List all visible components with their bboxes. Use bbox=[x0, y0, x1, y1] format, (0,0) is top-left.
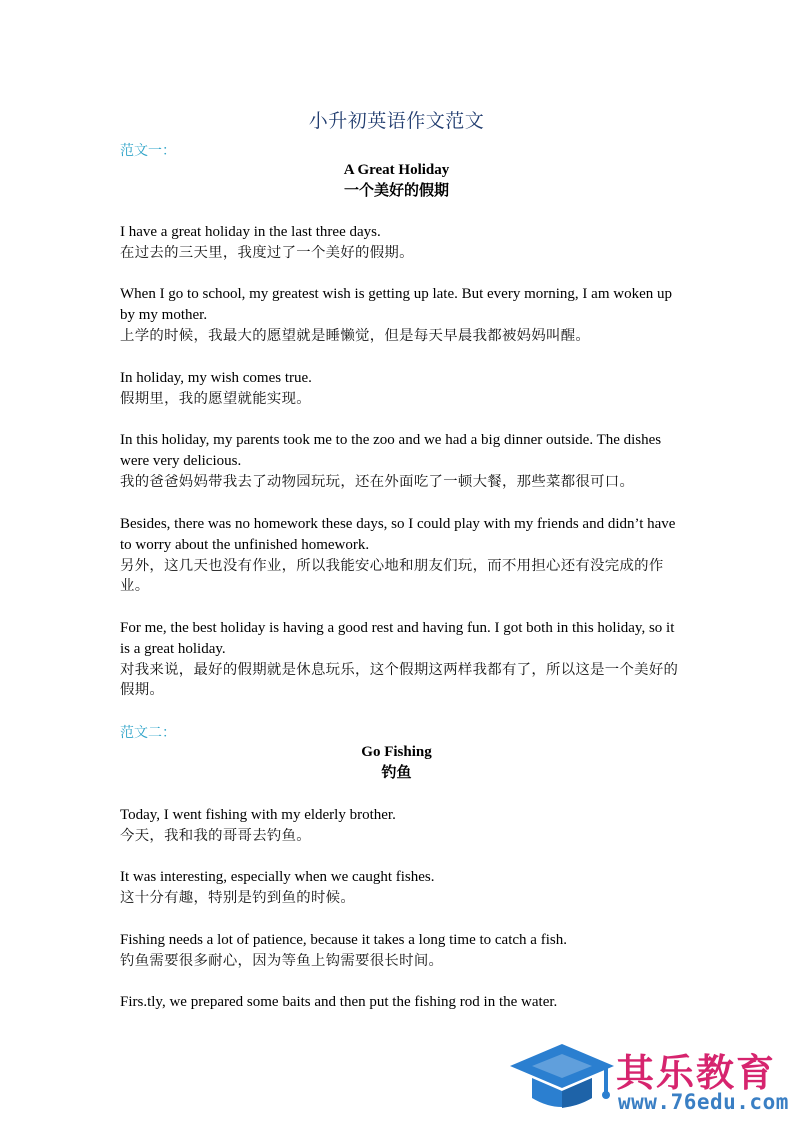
brand-url: www.76edu.com bbox=[618, 1090, 789, 1114]
essay2-paragraph bbox=[120, 805, 680, 847]
paragraph-en: Today, I went fishing with my elderly brother. bbox=[120, 807, 396, 823]
essay2-title-en: Go Fishing bbox=[361, 744, 432, 760]
essay1-paragraph bbox=[120, 514, 680, 597]
paragraph-zh: 这十分有趣，特别是钓到鱼的时候。 bbox=[120, 889, 356, 906]
paragraph-en: When I go to school, my greatest wish is getting up late. But every morning, I am woken up by my mother. bbox=[120, 286, 672, 323]
essay1-title-zh: 一个美好的假期 bbox=[343, 181, 449, 199]
paragraph-zh: 假期里，我的愿望就能实现。 bbox=[120, 390, 311, 407]
paragraph-zh: 我的爸爸妈妈带我去了动物园玩玩，还在外面吃了一顿大餐，那些菜都很可口。 bbox=[120, 473, 635, 490]
page-title: 小升初英语作文范文 bbox=[308, 110, 485, 132]
paragraph-en: In holiday, my wish comes true. bbox=[120, 370, 312, 386]
paragraph-en: It was interesting, especially when we caught fishes. bbox=[120, 869, 435, 885]
paragraph-en: Besides, there was no homework these days, so I could play with my friends and didn’t have to worry about the unfinished homework. bbox=[120, 516, 676, 553]
brand-logo bbox=[508, 1040, 788, 1116]
paragraph-en: Fishing needs a lot of patience, because it takes a long time to catch a fish. bbox=[120, 932, 567, 948]
paragraph-zh: 钓鱼需要很多耐心，因为等鱼上钩需要很长时间。 bbox=[120, 952, 444, 969]
paragraph-en: In this holiday, my parents took me to the zoo and we had a big dinner outside. The dishes were very delicious. bbox=[120, 432, 662, 469]
essay1-title-en: A Great Holiday bbox=[343, 162, 450, 178]
essay1-paragraph bbox=[120, 284, 680, 346]
paragraph-zh: 上学的时候，我最大的愿望就是睡懒觉，但是每天早晨我都被妈妈叫醒。 bbox=[120, 327, 591, 344]
paragraph-en: I have a great holiday in the last three days. bbox=[120, 224, 381, 240]
essay1-label: 范文一： bbox=[120, 143, 176, 159]
essay2-paragraph bbox=[120, 992, 680, 1013]
paragraph-en: Firs.tly, we prepared some baits and then put the fishing rod in the water. bbox=[120, 994, 558, 1010]
essay2-paragraph bbox=[120, 930, 680, 972]
paragraph-en: For me, the best holiday is having a good rest and having fun. I got both in this holiday, so it is a great holiday. bbox=[120, 620, 675, 657]
brand-name: 其乐教育 bbox=[616, 1051, 777, 1095]
graduation-cap-icon bbox=[508, 1040, 616, 1116]
essay2-paragraph bbox=[120, 867, 680, 909]
paragraph-zh: 今天，我和我的哥哥去钓鱼。 bbox=[120, 827, 311, 844]
paragraph-zh: 对我来说，最好的假期就是休息玩乐，这个假期这两样我都有了，所以这是一个美好的假期。 bbox=[120, 661, 679, 699]
essay1-paragraph bbox=[120, 618, 680, 701]
paragraph-zh: 另外，这几天也没有作业，所以我能安心地和朋友们玩，而不用担心还有没完成的作业。 bbox=[120, 557, 664, 595]
essay1-paragraph bbox=[120, 430, 680, 492]
paragraph-zh: 在过去的三天里，我度过了一个美好的假期。 bbox=[120, 244, 414, 261]
essay2-title bbox=[0, 742, 793, 782]
essay1-paragraph bbox=[120, 222, 680, 264]
essay2-label: 范文二： bbox=[120, 725, 176, 741]
essay1-paragraph bbox=[120, 368, 680, 410]
essay1-title bbox=[0, 160, 793, 200]
essay2-title-zh: 钓鱼 bbox=[381, 763, 412, 781]
